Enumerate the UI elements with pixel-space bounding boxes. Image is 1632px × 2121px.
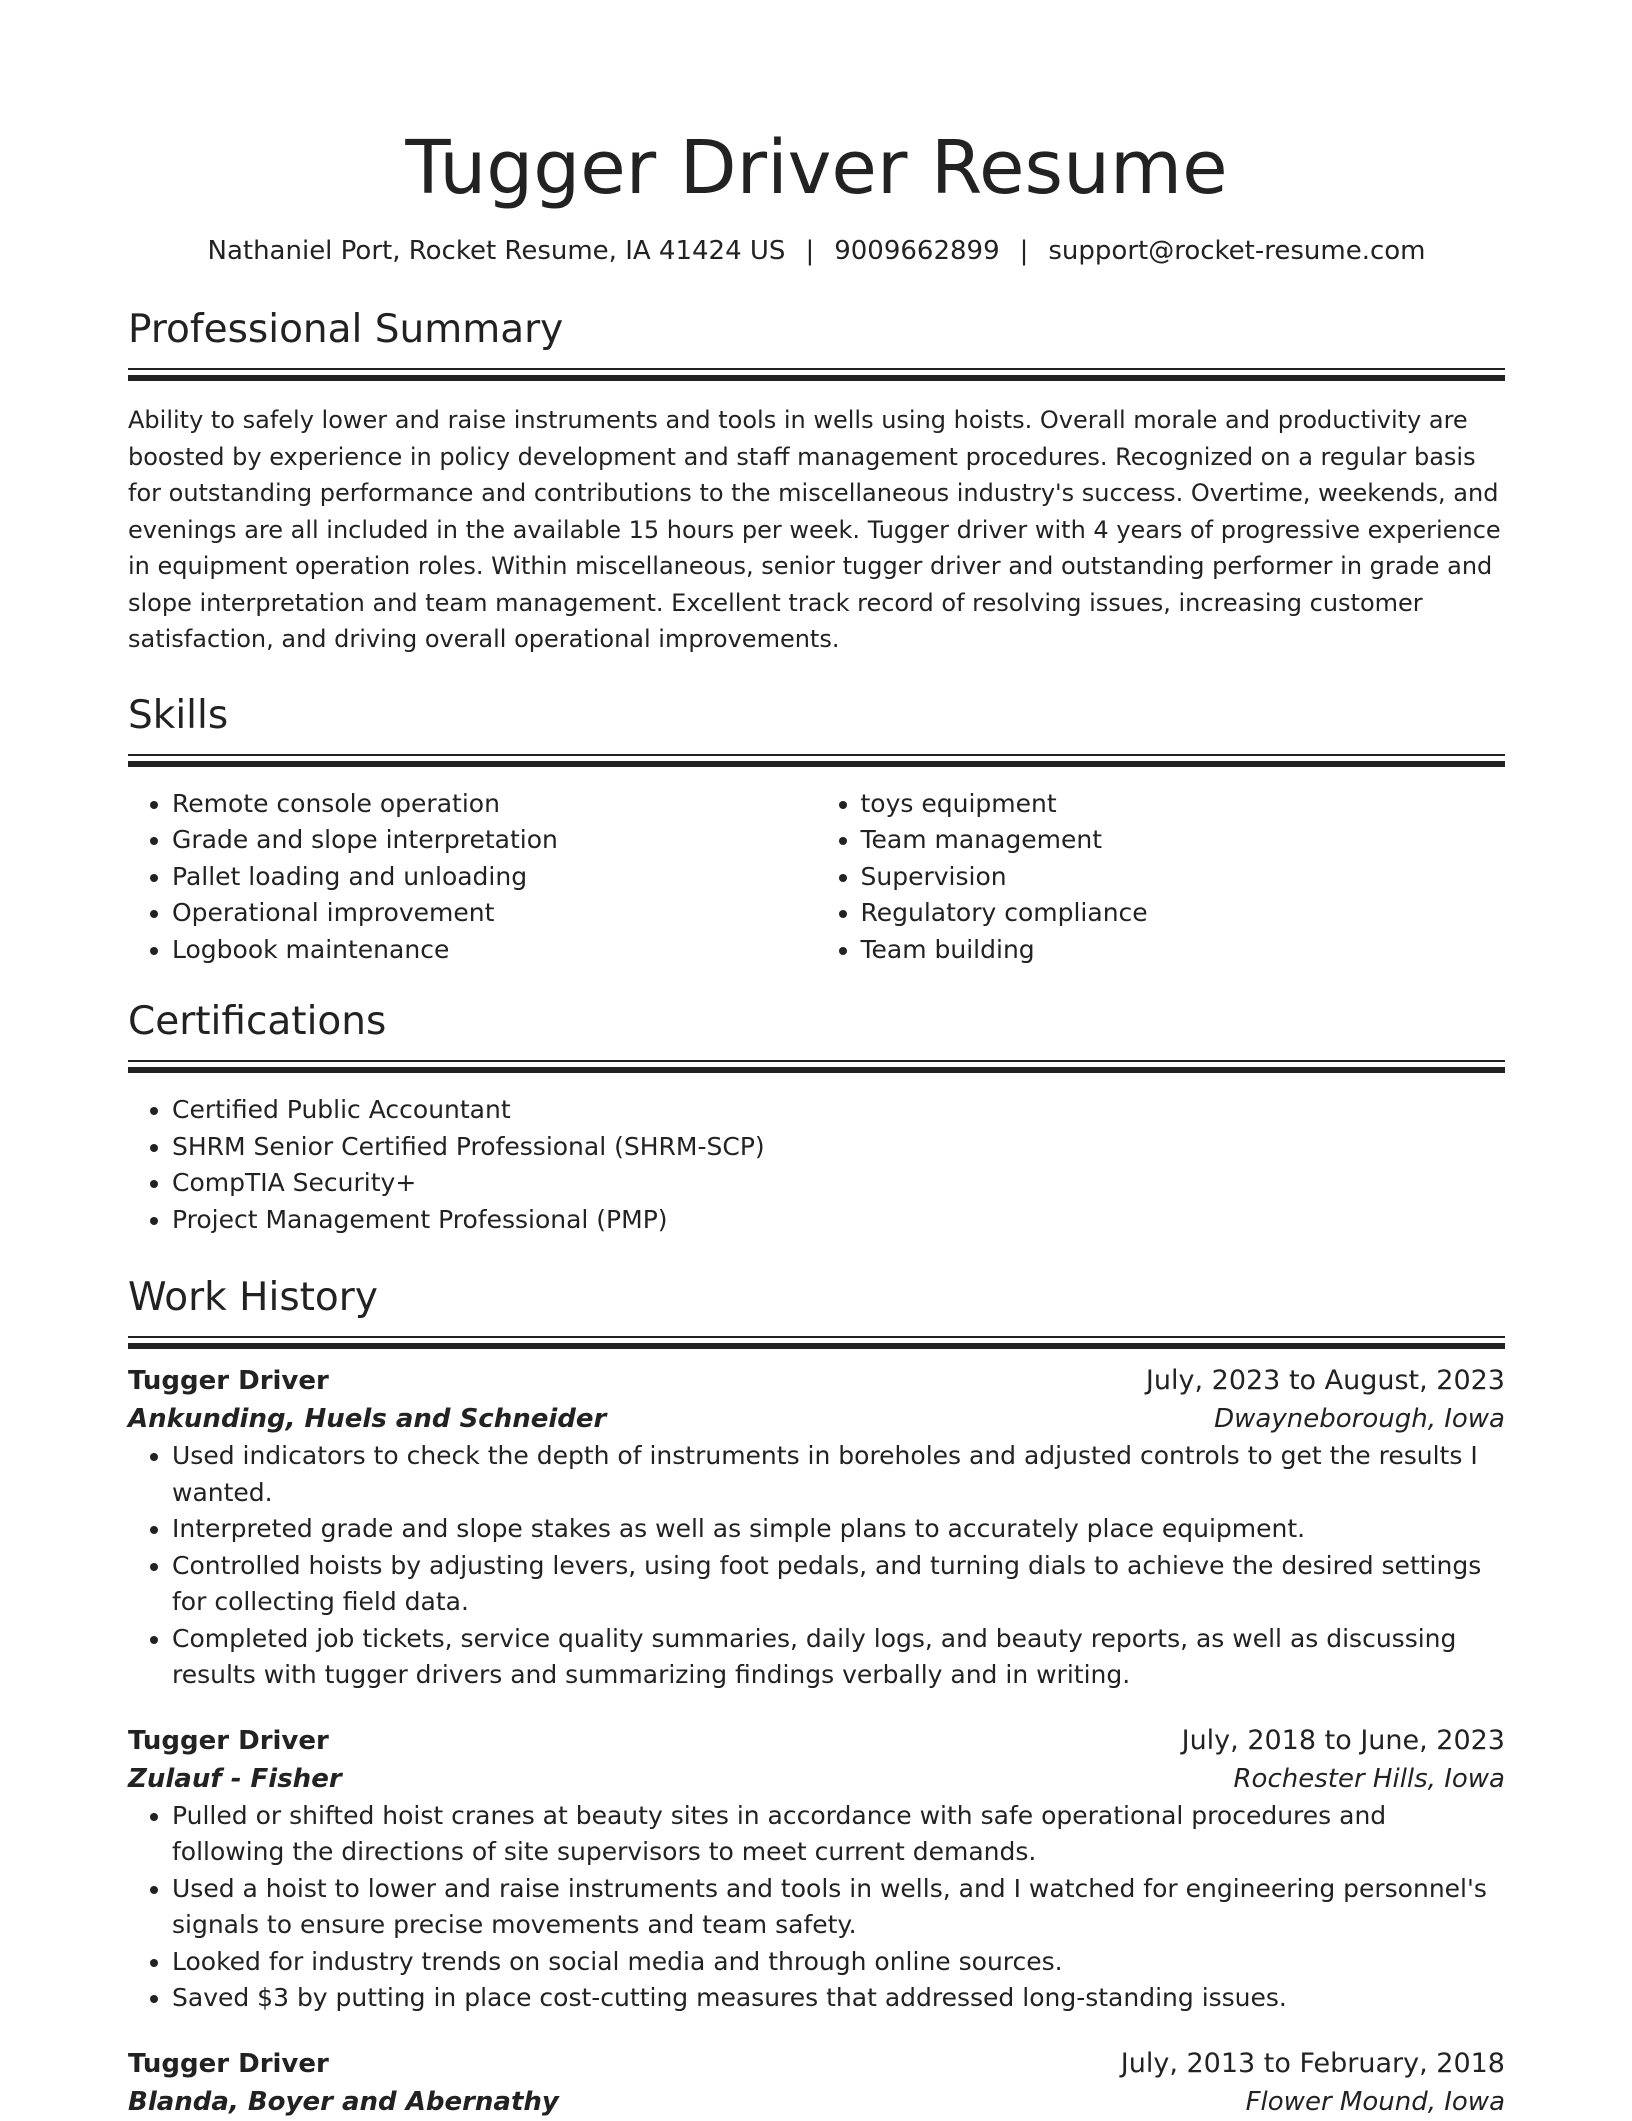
job-bullets [128,1438,1505,1694]
job-bullet: • Controlled hoists by adjusting levers, using foot pedals, and turning dials to achieve the desired settings for collecting field data. [172,1548,1505,1621]
section-heading-work-history: Work History [128,1275,378,1320]
contact-phone: 9009662899 [834,236,1000,266]
job-bullets [128,1798,1505,2017]
contact-email[interactable]: support@rocket-resume.com [1048,236,1426,266]
job-company: Blanda, Boyer and Abernathy [128,2086,559,2117]
skill-item: • Pallet loading and unloading [172,859,817,896]
job-company-row [128,1400,1505,1438]
skills-list-right [817,786,1506,969]
section-heading-skills: Skills [128,692,229,738]
resume-page [128,0,1505,2121]
job-bullet: • Saved $3 by putting in place cost-cutting measures that addressed long-standing issues. [172,1980,1505,2017]
certification-item: • Project Management Professional (PMP) [172,1202,1505,1239]
job-header-row [128,1362,1505,1400]
job-entry [128,2045,1505,2121]
resume-title: Tugger Driver Resume [405,125,1228,211]
job-bullet: • Pulled or shifted hoist cranes at beauty sites in accordance with safe operational procedures and following the directions of site supervisors to meet current demands. [172,1798,1505,1871]
skill-item: • Remote console operation [172,786,817,823]
section-divider [128,1060,1505,1062]
section-heading-summary: Professional Summary [128,307,564,352]
section-divider [128,1336,1505,1338]
certification-item: • SHRM Senior Certified Professional (SHRM-SCP) [172,1129,1505,1166]
job-location: Rochester Hills, Iowa [1233,1763,1505,1794]
job-bullet: • Used a hoist to lower and raise instruments and tools in wells, and I watched for engineering personnel's signals to ensure precise movements and team safety. [172,1871,1505,1944]
job-location: Flower Mound, Iowa [1245,2086,1505,2117]
skill-item: • Team building [861,932,1506,969]
skill-item: • Operational improvement [172,895,817,932]
skill-item: • Logbook maintenance [172,932,817,969]
job-bullet: • Used indicators to check the depth of instruments in boreholes and adjusted controls to get the results I wanted. [172,1438,1505,1511]
job-bullet: • Completed job tickets, service quality summaries, daily logs, and beauty reports, as well as discussing results with tugger drivers and summarizing findings verbally and in writing. [172,1621,1505,1694]
skills-list-left [128,786,817,969]
job-title: Tugger Driver [128,2048,329,2079]
job-company: Ankunding, Huels and Schneider [128,1404,607,1434]
skills-grid [128,786,1505,969]
contact-address: Nathaniel Port, Rocket Resume, IA 41424 US [207,236,786,266]
work-history-section [128,1274,1505,2121]
job-company-row [128,1760,1505,1798]
job-header-row [128,2045,1505,2083]
job-company-row [128,2083,1505,2121]
section-heading-certifications: Certifications [128,999,387,1044]
certifications-list [128,1092,1505,1238]
skill-item: • Grade and slope interpretation [172,822,817,859]
skill-item: • Supervision [861,859,1506,896]
job-dates: July, 2023 to August, 2023 [1145,1365,1505,1396]
job-bullet: • Interpreted grade and slope stakes as well as simple plans to accurately place equipment. [172,1511,1505,1548]
job-header-row [128,1722,1505,1760]
section-divider [128,368,1505,370]
job-bullet: • Looked for industry trends on social media and through online sources. [172,1944,1505,1981]
job-entry [128,1362,1505,1694]
certification-item: • CompTIA Security+ [172,1165,1505,1202]
summary-section [128,306,1505,658]
skill-item: • Regulatory compliance [861,895,1506,932]
job-entry [128,1722,1505,2017]
certifications-section [128,998,1505,1238]
job-title: Tugger Driver [128,1366,329,1396]
skill-item: • toys equipment [861,786,1506,823]
section-divider [128,754,1505,756]
job-location: Dwayneborough, Iowa [1214,1404,1505,1434]
skills-section [128,692,1505,969]
job-company: Zulauf - Fisher [128,1763,342,1794]
job-title: Tugger Driver [128,1725,329,1756]
certification-item: • Certified Public Accountant [172,1092,1505,1129]
contact-separator: | [1019,236,1029,266]
summary-text: Ability to safely lower and raise instruments and tools in wells using hoists. Overall morale and productivity are boosted by experience in policy development and staff management procedures. Recognized on a regular basis for outstanding performance and contributions to the miscellaneous industry's success. Overtime, weekends, and evenings are all included in the available 15 hours per week. Tugger driver with 4 years of progressive experience in equipment operation roles. Within miscellaneous, senior tugger driver and outstanding performer in grade and slope interpretation and team management. Excellent track record of resolving issues, increasing customer satisfaction, and driving overall operational improvements. [128,406,1501,653]
contact-separator: | [805,236,815,266]
skill-item: • Team management [861,822,1506,859]
job-dates: July, 2018 to June, 2023 [1181,1724,1505,1756]
job-dates: July, 2013 to February, 2018 [1120,2047,1505,2079]
contact-line [128,234,1505,268]
